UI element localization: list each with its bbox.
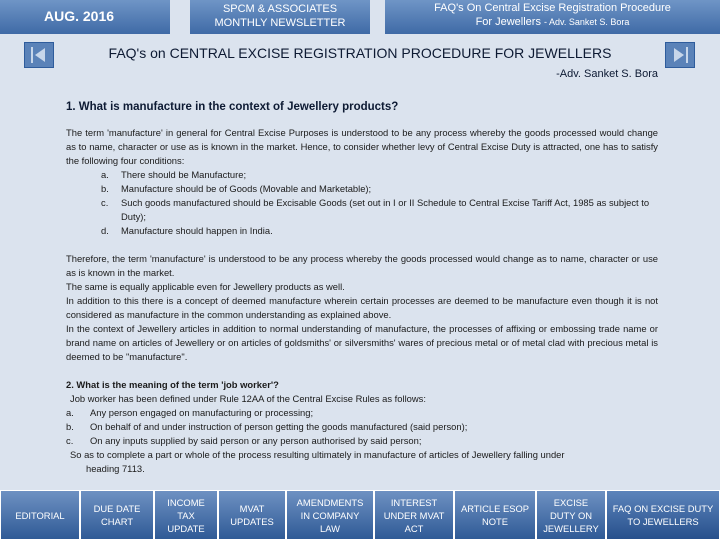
previous-page-button[interactable] <box>24 42 54 68</box>
arrow-left-icon <box>25 43 53 67</box>
paragraph: Therefore, the term 'manufacture' is understood to be any process whereby the goods processed would change as to name, character or use as is known in the market. <box>66 253 658 278</box>
section-tabs <box>0 490 720 540</box>
arrow-right-icon <box>666 43 694 67</box>
list-item: a. There should be Manufacture; <box>101 169 247 180</box>
page-title: FAQ's on CENTRAL EXCISE REGISTRATION PROCEDURE FOR JEWELLERS <box>108 45 612 61</box>
tab-income-tax-update[interactable]: INCOME TAX UPDATE <box>154 490 218 540</box>
issue-date: AUG. 2016 <box>0 0 170 34</box>
author-line: -Adv. Sanket S. Bora <box>556 68 658 80</box>
paragraph: In addition to this there is a concept of deemed manufacture wherein certain processes are deemed to be manufacture even though it is not considered as manufacture in the common understanding as explained above. <box>66 295 658 320</box>
tab-amendments-company-law[interactable]: AMENDMENTS IN COMPANY LAW <box>286 490 374 540</box>
tab-interest-mvat-act[interactable]: INTEREST UNDER MVAT ACT <box>374 490 454 540</box>
tab-mvat-updates[interactable]: MVAT UPDATES <box>218 490 286 540</box>
firm-newsletter-banner <box>190 0 370 34</box>
tab-excise-duty-jewellery[interactable]: EXCISE DUTY ON JEWELLERY <box>536 490 606 540</box>
list-item: c. Such goods manufactured should be Excisable Goods (set out in I or II Schedule to Central Excise Tariff Act, 1985 as subject to Duty); <box>101 197 650 222</box>
list-item: b. Manufacture should be of Goods (Movable and Marketable); <box>101 183 372 194</box>
list-item: a. Any person engaged on manufacturing or processing; <box>66 407 314 418</box>
tab-due-date-chart[interactable]: DUE DATE CHART <box>80 490 154 540</box>
answer-1-intro: The term 'manufacture' in general for Central Excise Purposes is understood to be any process whereby the goods processed would change as to name, character or use as is known in the market. Hence, to consider whether levy of Central Excise Duty is attracted, one has to satisfy the following four conditions: <box>66 127 658 166</box>
next-page-button[interactable] <box>665 42 695 68</box>
tab-article-esop-note[interactable]: ARTICLE ESOP NOTE <box>454 490 536 540</box>
faq-banner-line1: FAQ's On Central Excise Registration Procedure <box>434 2 671 14</box>
paragraph: The same is equally applicable even for Jewellery products as well. <box>66 281 345 292</box>
job-worker-intro: Job worker has been defined under Rule 12AA of the Central Excise Rules as follows: <box>70 393 426 404</box>
article-body <box>66 100 658 476</box>
firm-name: SPCM & ASSOCIATES <box>222 3 338 15</box>
newsletter-label: MONTHLY NEWSLETTER <box>214 17 346 29</box>
top-header <box>0 0 720 34</box>
question-2: 2. What is the meaning of the term 'job worker'? <box>66 379 279 390</box>
job-worker-conclusion-cont: heading 7113. <box>86 463 145 474</box>
conditions-list <box>101 168 658 238</box>
faq-banner-author: - Adv. Sanket S. Bora <box>544 17 630 27</box>
job-worker-conclusion: So as to complete a part or whole of the process resulting ultimately in manufacture of articles of Jewellery falling under <box>70 449 565 460</box>
paragraph: In the context of Jewellery articles in addition to normal understanding of manufacture, the processes of affixing or embossing trade name or brand name on articles of Jewellery or on articles of goldsmiths' or silversmiths' wares of precious metal or of metal clad with precious metal is deemed to be "manufacture". <box>66 323 658 362</box>
tab-faq-excise-duty-jewellers[interactable]: FAQ ON EXCISE DUTY TO JEWELLERS <box>606 490 720 540</box>
list-item: b. On behalf of and under instruction of person getting the goods manufactured (said person); <box>66 421 468 432</box>
list-item: d. Manufacture should happen in India. <box>101 225 273 236</box>
faq-banner <box>385 0 720 34</box>
job-worker-list <box>66 406 658 448</box>
tab-editorial[interactable]: EDITORIAL <box>0 490 80 540</box>
list-item: c. On any inputs supplied by said person or any person authorised by said person; <box>66 435 422 446</box>
question-1: 1. What is manufacture in the context of Jewellery products? <box>66 101 399 113</box>
faq-banner-line2: For Jewellers <box>475 16 541 28</box>
